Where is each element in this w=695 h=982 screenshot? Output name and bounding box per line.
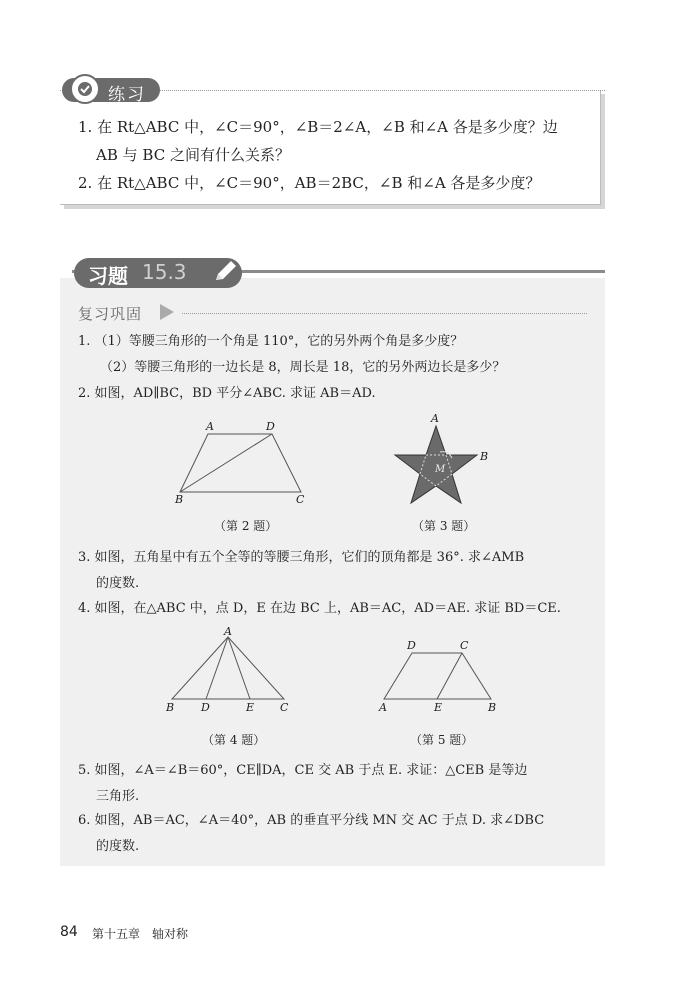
exercise-q1b: （2）等腰三角形的一边长是 8，周长是 18，它的另外两边长是多少？ [100, 360, 506, 375]
fig3-label-b: B [480, 450, 489, 463]
exercise-q3-line2: 的度数. [96, 576, 140, 591]
figure-3-star [388, 410, 498, 510]
exercises-title: 习题 [88, 264, 128, 288]
fig4-label-a: A [224, 625, 232, 638]
practice-q1-line1: 1. 在 Rt△ABC 中，∠C＝90°，∠B＝2∠A，∠B 和∠A 各是多少度？边 [78, 118, 558, 136]
fig2-label-a: A [206, 420, 214, 433]
exercise-q6-line2: 的度数. [96, 839, 140, 854]
section-arrow-icon [160, 304, 174, 320]
fig5-label-d: D [407, 639, 416, 652]
exercise-q2: 2. 如图，AD∥BC，BD 平分∠ABC. 求证 AB＝AD. [78, 386, 376, 401]
section-divider [182, 313, 587, 314]
chapter-title: 第十五章 轴对称 [92, 927, 189, 941]
exercise-q5-line1: 5. 如图，∠A＝∠B＝60°，CE∥DA，CE 交 AB 于点 E. 求证：△CEB 是等边 [78, 763, 528, 778]
fig3-caption: （第 3 题） [412, 519, 476, 533]
fig2-caption: （第 2 题） [214, 519, 278, 533]
fig5-label-e: E [434, 701, 443, 714]
exercise-q6-line1: 6. 如图，AB＝AC，∠A＝40°，AB 的垂直平分线 MN 交 AC 于点 D. 求∠DBC [78, 813, 545, 828]
fig3-label-a: A [431, 412, 439, 425]
exercises-number: 15.3 [142, 260, 187, 284]
figure-2-trapezoid [160, 415, 320, 505]
section-review-label: 复习巩固 [78, 305, 143, 323]
fig2-label-c: C [296, 493, 305, 505]
fig5-label-c: C [460, 639, 469, 652]
fig4-caption: （第 4 题） [202, 733, 266, 747]
fig2-label-d: D [266, 420, 275, 433]
practice-title: 练习 [108, 85, 146, 105]
practice-badge-icon [70, 74, 100, 104]
exercise-q3-line1: 3. 如图，五角星中有五个全等的等腰三角形，它们的顶角都是 36°. 求∠AMB [78, 550, 525, 565]
fig5-label-a: A [379, 701, 387, 714]
fig3-label-m: M [435, 464, 446, 475]
practice-q2: 2. 在 Rt△ABC 中，∠C＝90°，AB＝2BC，∠B 和∠A 各是多少度？ [78, 174, 541, 192]
fig4-label-d: D [201, 701, 210, 714]
pencil-icon [210, 258, 240, 286]
figure-5-trapezoid [374, 637, 504, 717]
fig2-label-b: B [175, 493, 184, 505]
exercise-q5-line2: 三角形. [96, 789, 140, 804]
fig5-caption: （第 5 题） [410, 733, 474, 747]
figure-4-triangle [160, 625, 300, 715]
exercise-q1a: 1. （1）等腰三角形的一个角是 110°，它的另外两个角是多少度？ [78, 334, 464, 349]
page-number: 84 [60, 924, 78, 940]
fig4-label-b: B [166, 701, 175, 714]
fig5-label-b: B [488, 701, 497, 714]
practice-q1-line2: AB 与 BC 之间有什么关系？ [96, 146, 290, 164]
fig4-label-e: E [246, 701, 255, 714]
exercise-q4: 4. 如图，在△ABC 中，点 D，E 在边 BC 上，AB＝AC，AD＝AE. 求证 BD＝CE. [78, 601, 561, 616]
fig4-label-c: C [280, 701, 289, 714]
